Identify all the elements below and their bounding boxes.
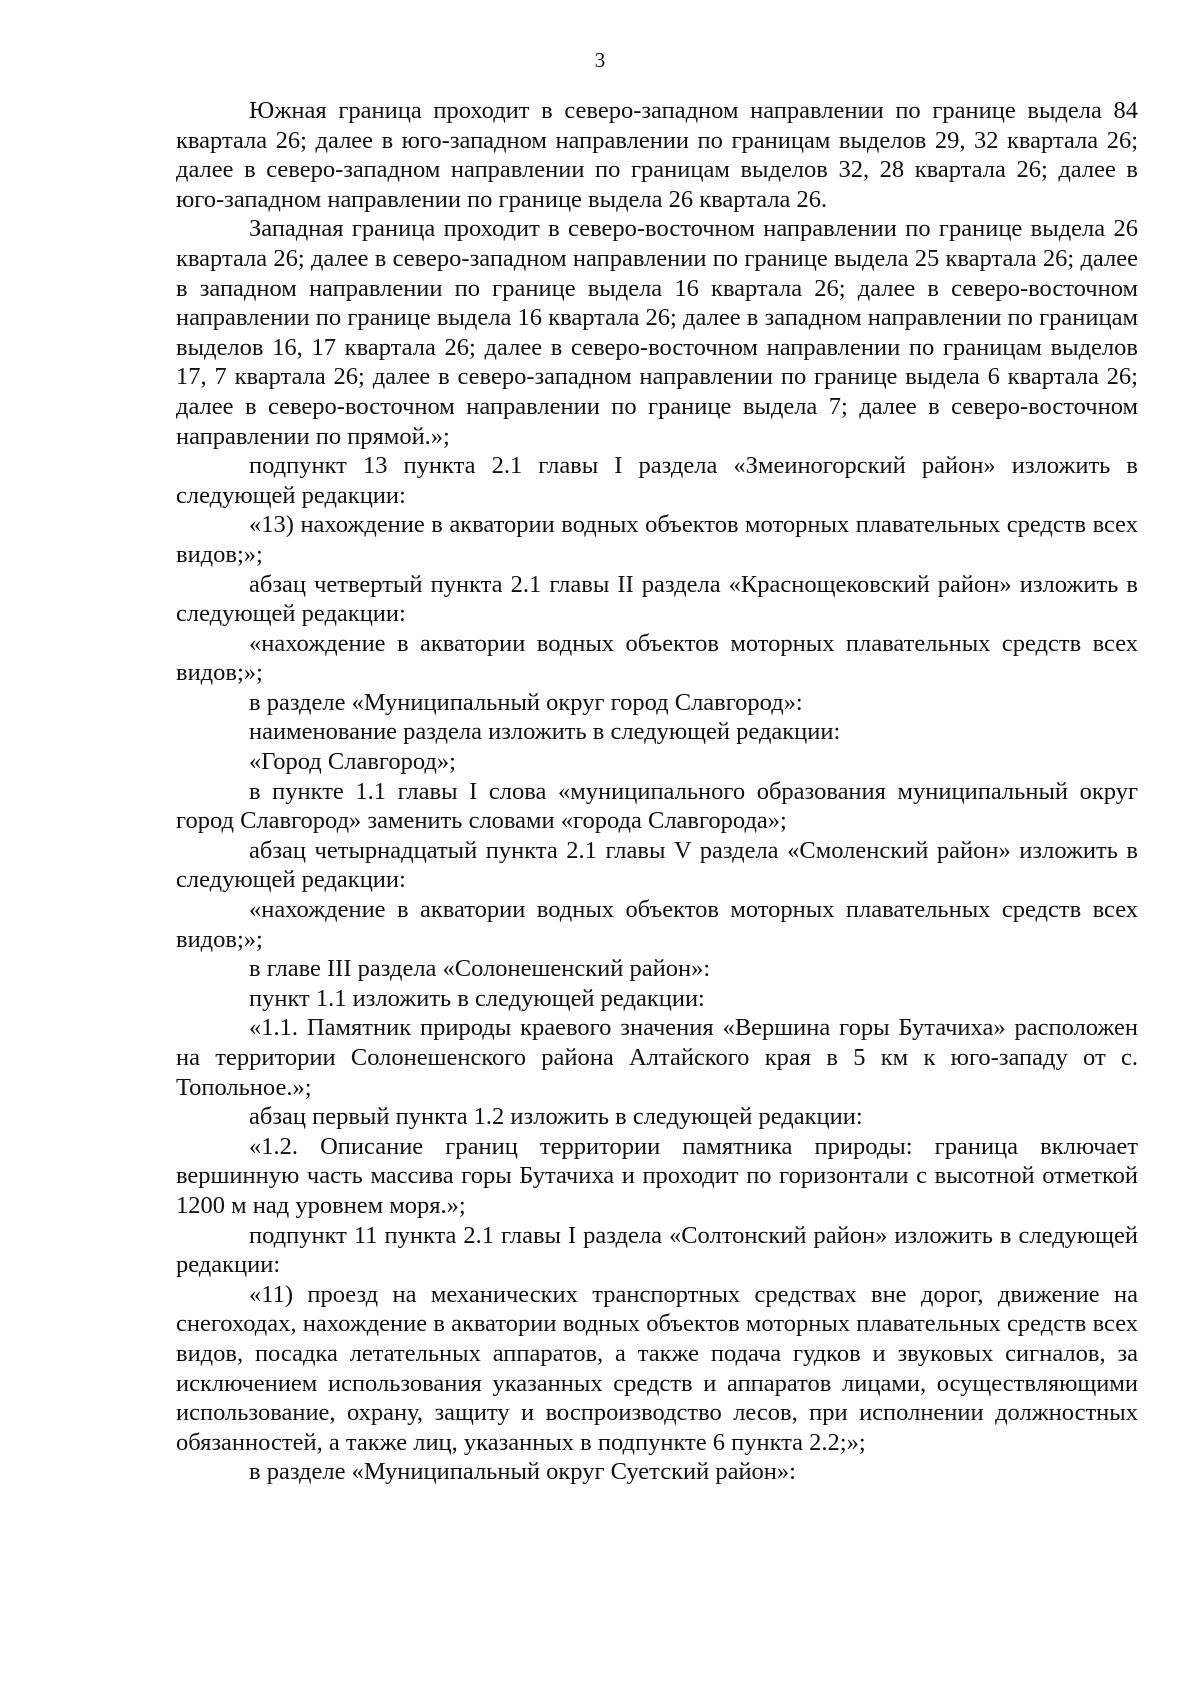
- paragraph-soltonsk-instruction: подпункт 11 пункта 2.1 главы I раздела «Солтонский район» изложить в следующей редакции:: [176, 1221, 1138, 1279]
- paragraph-soltonsk-text: «11) проезд на механических транспортных средствах вне дорог, движение на снегоходах, нахождение в акватории водных объектов моторных плавательных средств всех видов, посадка летательных аппаратов, а также подача гудков и звуковых сигналов, за исключением использования указанных средств и аппаратов лицами, осуществляющими использование, охрану, защиту и воспроизводство лесов, при исполнении должностных обязанностей, а также лиц, указанных в подпункте 6 пункта 2.2;»;: [176, 1280, 1138, 1456]
- paragraph-krasnoshchekovo-instruction: абзац четвертый пункта 2.1 главы II раздела «Краснощековский район» изложить в следующей редакции:: [176, 570, 1138, 628]
- paragraph-slavgorod-name-instruction: наименование раздела изложить в следующей редакции:: [249, 718, 841, 746]
- paragraph-zmeinogorsk-instruction: подпункт 13 пункта 2.1 главы I раздела «Змеиногорский район» изложить в следующей редакции:: [176, 452, 1138, 509]
- paragraph-slavgorod-section: в разделе «Муниципальный округ город Славгород»:: [249, 688, 803, 716]
- paragraph-soloneshnoe-1-2-instruction: абзац первый пункта 1.2 изложить в следующей редакции:: [249, 1103, 863, 1131]
- paragraph-zmeinogorsk-text: «13) нахождение в акватории водных объектов моторных плавательных средств всех видов;»;: [176, 511, 1138, 568]
- document-body: [176, 96, 1138, 1487]
- paragraph-soloneshnoe-1-2-text: «1.2. Описание границ территории памятника природы: граница включает вершинную часть массива горы Бутачиха и проходит по горизонтали с высотной отметкой 1200 м над уровнем моря.»;: [176, 1132, 1138, 1219]
- paragraph-smolensk-instruction: абзац четырнадцатый пункта 2.1 главы V раздела «Смоленский район» изложить в следующей редакции:: [176, 836, 1138, 894]
- paragraph-krasnoshchekovo-text: «нахождение в акватории водных объектов моторных плавательных средств всех видов;»;: [176, 629, 1138, 687]
- paragraph-smolensk-text: «нахождение в акватории водных объектов моторных плавательных средств всех видов;»;: [176, 896, 1138, 953]
- paragraph-soloneshnoe-section: в главе III раздела «Солонешенский район»:: [249, 955, 711, 983]
- paragraph-suetsk-section: в разделе «Муниципальный округ Суетский район»:: [249, 1458, 796, 1486]
- paragraph-slavgorod-replace: в пункте 1.1 главы I слова «муниципального образования муниципальный округ город Славгород» заменить словами «города Славгорода»;: [176, 777, 1138, 835]
- paragraph-soloneshnoe-1-1-instruction: пункт 1.1 изложить в следующей редакции:: [249, 984, 705, 1012]
- paragraph-soloneshnoe-1-1-text: «1.1. Памятник природы краевого значения «Вершина горы Бутачиха» расположен на территории Солонешенского района Алтайского края в 5 км к юго-западу от с. Топольное.»;: [176, 1014, 1138, 1101]
- paragraph-western-border: Западная граница проходит в северо-восточном направлении по границе выдела 26 квартала 26; далее в северо-западном направлении по границе выдела 25 квартала 26; далее в западном направлении по границе выдела 16 квартала 26; далее в северо-восточном направлении по границе выдела 16 квартала 26; далее в западном направлении по границам выделов 16, 17 квартала 26; далее в северо-восточном направлении по границам выделов 17, 7 квартала 26; далее в северо-западном направлении по границе выдела 6 квартала 26; далее в северо-восточном направлении по границе выдела 7; далее в северо-восточном направлении по прямой.»;: [176, 215, 1138, 450]
- paragraph-slavgorod-name-text: «Город Славгород»;: [249, 748, 456, 776]
- page-number: 3: [594, 48, 606, 72]
- paragraph-southern-border: Южная граница проходит в северо-западном направлении по границе выдела 84 квартала 26; далее в юго-западном направлении по границам выделов 29, 32 квартала 26; далее в северо-западном направлении по границам выделов 32, 28 квартала 26; далее в юго-западном направлении по границе выдела 26 квартала 26.: [176, 97, 1138, 213]
